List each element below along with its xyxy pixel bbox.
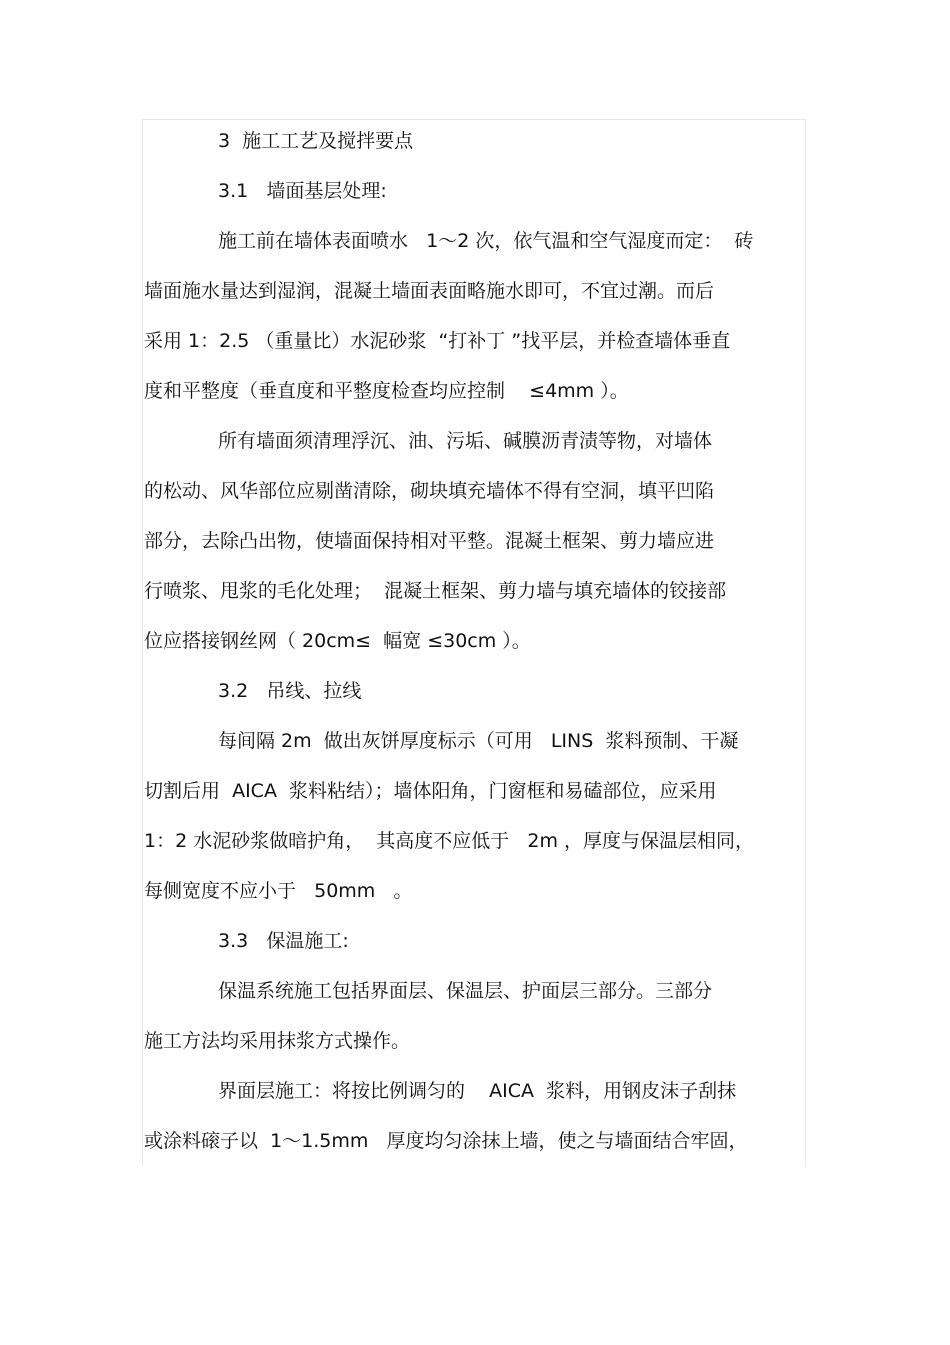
paragraph-line: 墙面施水量达到湿润，混凝土墙面表面略施水即可，不宜过潮。而后 bbox=[144, 280, 715, 302]
subsection-heading-3-3: 3.3 保温施工: bbox=[218, 930, 349, 952]
paragraph-line: 1：2 水泥砂浆做暗护角， 其高度不应低于 2m ，厚度与保温层相同， bbox=[144, 830, 755, 852]
paragraph-line: 保温系统施工包括界面层、保温层、护面层三部分。三部分 bbox=[218, 980, 713, 1002]
paragraph-line: 施工前在墙体表面喷水 1～2 次，依气温和空气湿度而定： 砖 bbox=[218, 230, 754, 252]
paragraph-line: 施工方法均采用抹浆方式操作。 bbox=[144, 1030, 411, 1052]
paragraph-line: 或涂料磙子以 1～1.5mm 厚度均匀涂抹上墙，使之与墙面结合牢固， bbox=[144, 1130, 748, 1152]
paragraph-line: 度和平整度（垂直度和平整度检查均应控制 ≤4mm ）。 bbox=[144, 380, 629, 402]
paragraph-line: 所有墙面须清理浮沉、油、污垢、碱膜沥青渍等物，对墙体 bbox=[218, 430, 713, 452]
subsection-heading-3-1: 3.1 墙面基层处理: bbox=[218, 180, 387, 202]
paragraph-line: 切割后用 AICA 浆料粘结）；墙体阳角，门窗框和易磕部位，应采用 bbox=[144, 780, 717, 802]
paragraph-line: 界面层施工：将按比例调匀的 AICA 浆料，用钢皮沫子刮抹 bbox=[218, 1080, 737, 1102]
paragraph-line: 行喷浆、甩浆的毛化处理； 混凝土框架、剪力墙与填充墙体的铰接部 bbox=[144, 580, 727, 602]
paragraph-line: 的松动、风华部位应剔凿清除，砌块填充墙体不得有空洞，填平凹陷 bbox=[144, 480, 715, 502]
paragraph-line: 位应搭接钢丝网（ 20cm≤ 幅宽 ≤30cm ）。 bbox=[144, 630, 531, 652]
subsection-heading-3-2: 3.2 吊线、拉线 bbox=[218, 680, 362, 702]
paragraph-line: 每间隔 2m 做出灰饼厚度标示（可用 LINS 浆料预制、干凝 bbox=[218, 730, 739, 752]
section-heading-3: 3 施工工艺及搅拌要点 bbox=[218, 130, 414, 152]
paragraph-line: 采用 1：2.5 （重量比）水泥砂浆 “打补丁 ”找平层，并检查墙体垂直 bbox=[144, 330, 731, 352]
paragraph-line: 部分，去除凸出物，使墙面保持相对平整。混凝土框架、剪力墙应进 bbox=[144, 530, 715, 552]
paragraph-line: 每侧宽度不应小于 50mm 。 bbox=[144, 880, 413, 902]
